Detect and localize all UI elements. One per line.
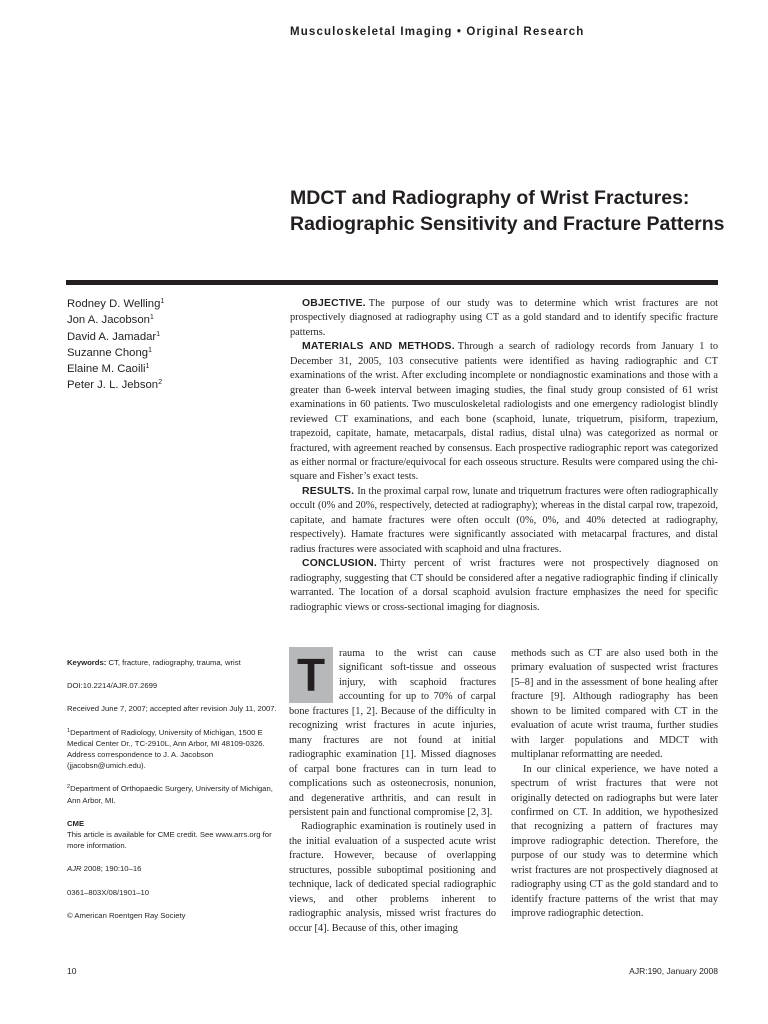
- abstract-methods: MATERIALS AND METHODS. Through a search of radiology records from January 1 to December 31, 2005, 103 consecutive patients were identified as having radiographic and CT examinations of the wrist. After excluding incomplete or nondiagnostic examinations and those with a greater than 6-week interval between imaging studies, the final study group consisted of 61 wrist examinations in 60 patients. Two musculoskeletal radiologists and one emergency radiologist blindly reviewed CT examinations, and each bone (scaphoid, lunate, triquetrum, pisiform, trapezium, trapezoid, capitate, hamate, metacarpals, distal radius, distal ulna) was categorized as normal or fractured, with agreement reached by consensus. Each prospective radiographic report was categorized as either normal or fracture/equivocal for each osseous structure. Results were compared using the chi-square and Fisher’s exact tests.: [290, 341, 718, 483]
- intro-paragraph-3: methods such as CT are also used both in the primary evaluation of suspected wrist fractures [5–8] and in the assessment of bone healing after fracture [9]. Although radiography has been shown to be limited compared with CT in the evaluation of acute wrist trauma, further studies with larger populations and MDCT with multiplanar reformatting are needed.: [511, 648, 718, 761]
- affiliation-2: $^2$Department of Orthopaedic Surgery, University of Michigan, Ann Arbor, MI.: [67, 784, 273, 805]
- author: Elaine M. Caoili$^1$: [67, 361, 150, 376]
- page-number: 10: [67, 966, 77, 976]
- keywords: Keywords: CT, fracture, radiography, trauma, wrist: [67, 658, 241, 667]
- doi: DOI:10.2214/AJR.07.2699: [67, 681, 158, 691]
- intro-paragraph-4: In our clinical experience, we have noted a spectrum of wrist fractures that were not originally detected on radiographs but were later confirmed on CT. In addition, we hypothesized that recognizing a pattern of fractures may improve radiographic detection. Therefore, the purpose of our study was to determine which wrist fractures are not prospectively diagnosed at radiography using CT as the gold standard and to identify fracture patterns of the wrist that may improve radiographic detection.: [511, 763, 718, 920]
- body-column-1: [289, 647, 496, 936]
- intro-paragraph-2: Radiographic examination is routinely used in the initial evaluation of a suspected acute wrist fracture. However, because of overlapping structures, possible suboptimal positioning and technique, lack of dedicated special radiographic views, and other problems inherent to radiographic analysis, missed wrist fractures do occur [4]. Because of this, other imaging: [289, 821, 496, 934]
- intro-paragraph-1: T rauma to the wrist can cause significant soft-tissue and osseous injury, with scaphoid fractures accounting for up to 70% of carpal bone fractures [1, 2]. Because of the difficulty in recognizing wrist fractures in acute injuries, many fractures are not found at initial radiographic examination [1]. Missed diagnoses of carpal bone fractures can in turn lead to complications such as osteonecrosis, nonunion, and degenerative arthritis, and can result in persistent pain and functional compromise [2, 3].: [289, 648, 496, 818]
- author: Jon A. Jacobson$^1$: [67, 312, 154, 327]
- issn: 0361–803X/08/1901–10: [67, 887, 150, 897]
- body-column-2: [511, 647, 718, 922]
- cme-note: CME This article is available for CME credit. See www.arrs.org for more information.: [67, 818, 272, 851]
- abstract-results: RESULTS. In the proximal carpal row, lunate and triquetrum fractures were often radiographically occult (0% and 20%, respectively, detected at radiography); whereas in the distal carpal row, trapezoid, capitate, and hamate fractures were often occult (0%, 0%, and 40% detected at radiography, respectively). Hamate fractures were significantly associated with metacarpal fractures, and distal radius fractures were associated with scaphoid and ulna fractures.: [290, 485, 718, 555]
- title-rule: [66, 280, 718, 285]
- article-title: MDCT and Radiography of Wrist Fractures: Radiographic Sensitivity and Fracture Patterns: [290, 187, 725, 235]
- abstract-objective: OBJECTIVE. The purpose of our study was to determine which wrist fractures are not prospectively diagnosed at radiography using CT as a gold standard and to identify specific fracture patterns.: [290, 298, 718, 338]
- citation: AJR 2008; 190:10–16: [67, 864, 142, 874]
- affiliation-1: $^1$Department of Radiology, University of Michigan, 1500 E Medical Center Dr., TC-2910L, Ann Arbor, MI 48109-0326. Address correspondence to J. A. Jacobson (jjacobsn@umich.edu).: [67, 727, 265, 771]
- abstract-conclusion: CONCLUSION. Thirty percent of wrist fractures were not prospectively diagnosed on radiography, suggesting that CT should be considered after a negative radiographic finding if clinically warranted. The location of a dorsal scaphoid avulsion fracture emphasizes the need for specific radiographic views or cross-sectional imaging for diagnosis.: [290, 558, 718, 613]
- article-sidebar: [67, 657, 287, 933]
- section-header: Musculoskeletal Imaging • Original Research: [290, 26, 585, 38]
- received-dates: Received June 7, 2007; accepted after revision July 11, 2007.: [67, 704, 277, 714]
- copyright: © American Roentgen Ray Society: [67, 910, 186, 920]
- author: Rodney D. Welling$^1$: [67, 296, 165, 310]
- abstract: [290, 297, 718, 615]
- drop-cap: T: [289, 647, 333, 703]
- journal-issue: AJR:190, January 2008: [629, 966, 718, 976]
- author: David A. Jamadar$^1$: [67, 328, 161, 343]
- author: Suzanne Chong$^1$: [67, 344, 153, 359]
- author-list: [67, 296, 267, 394]
- author: Peter J. L. Jebson$^2$: [67, 377, 163, 392]
